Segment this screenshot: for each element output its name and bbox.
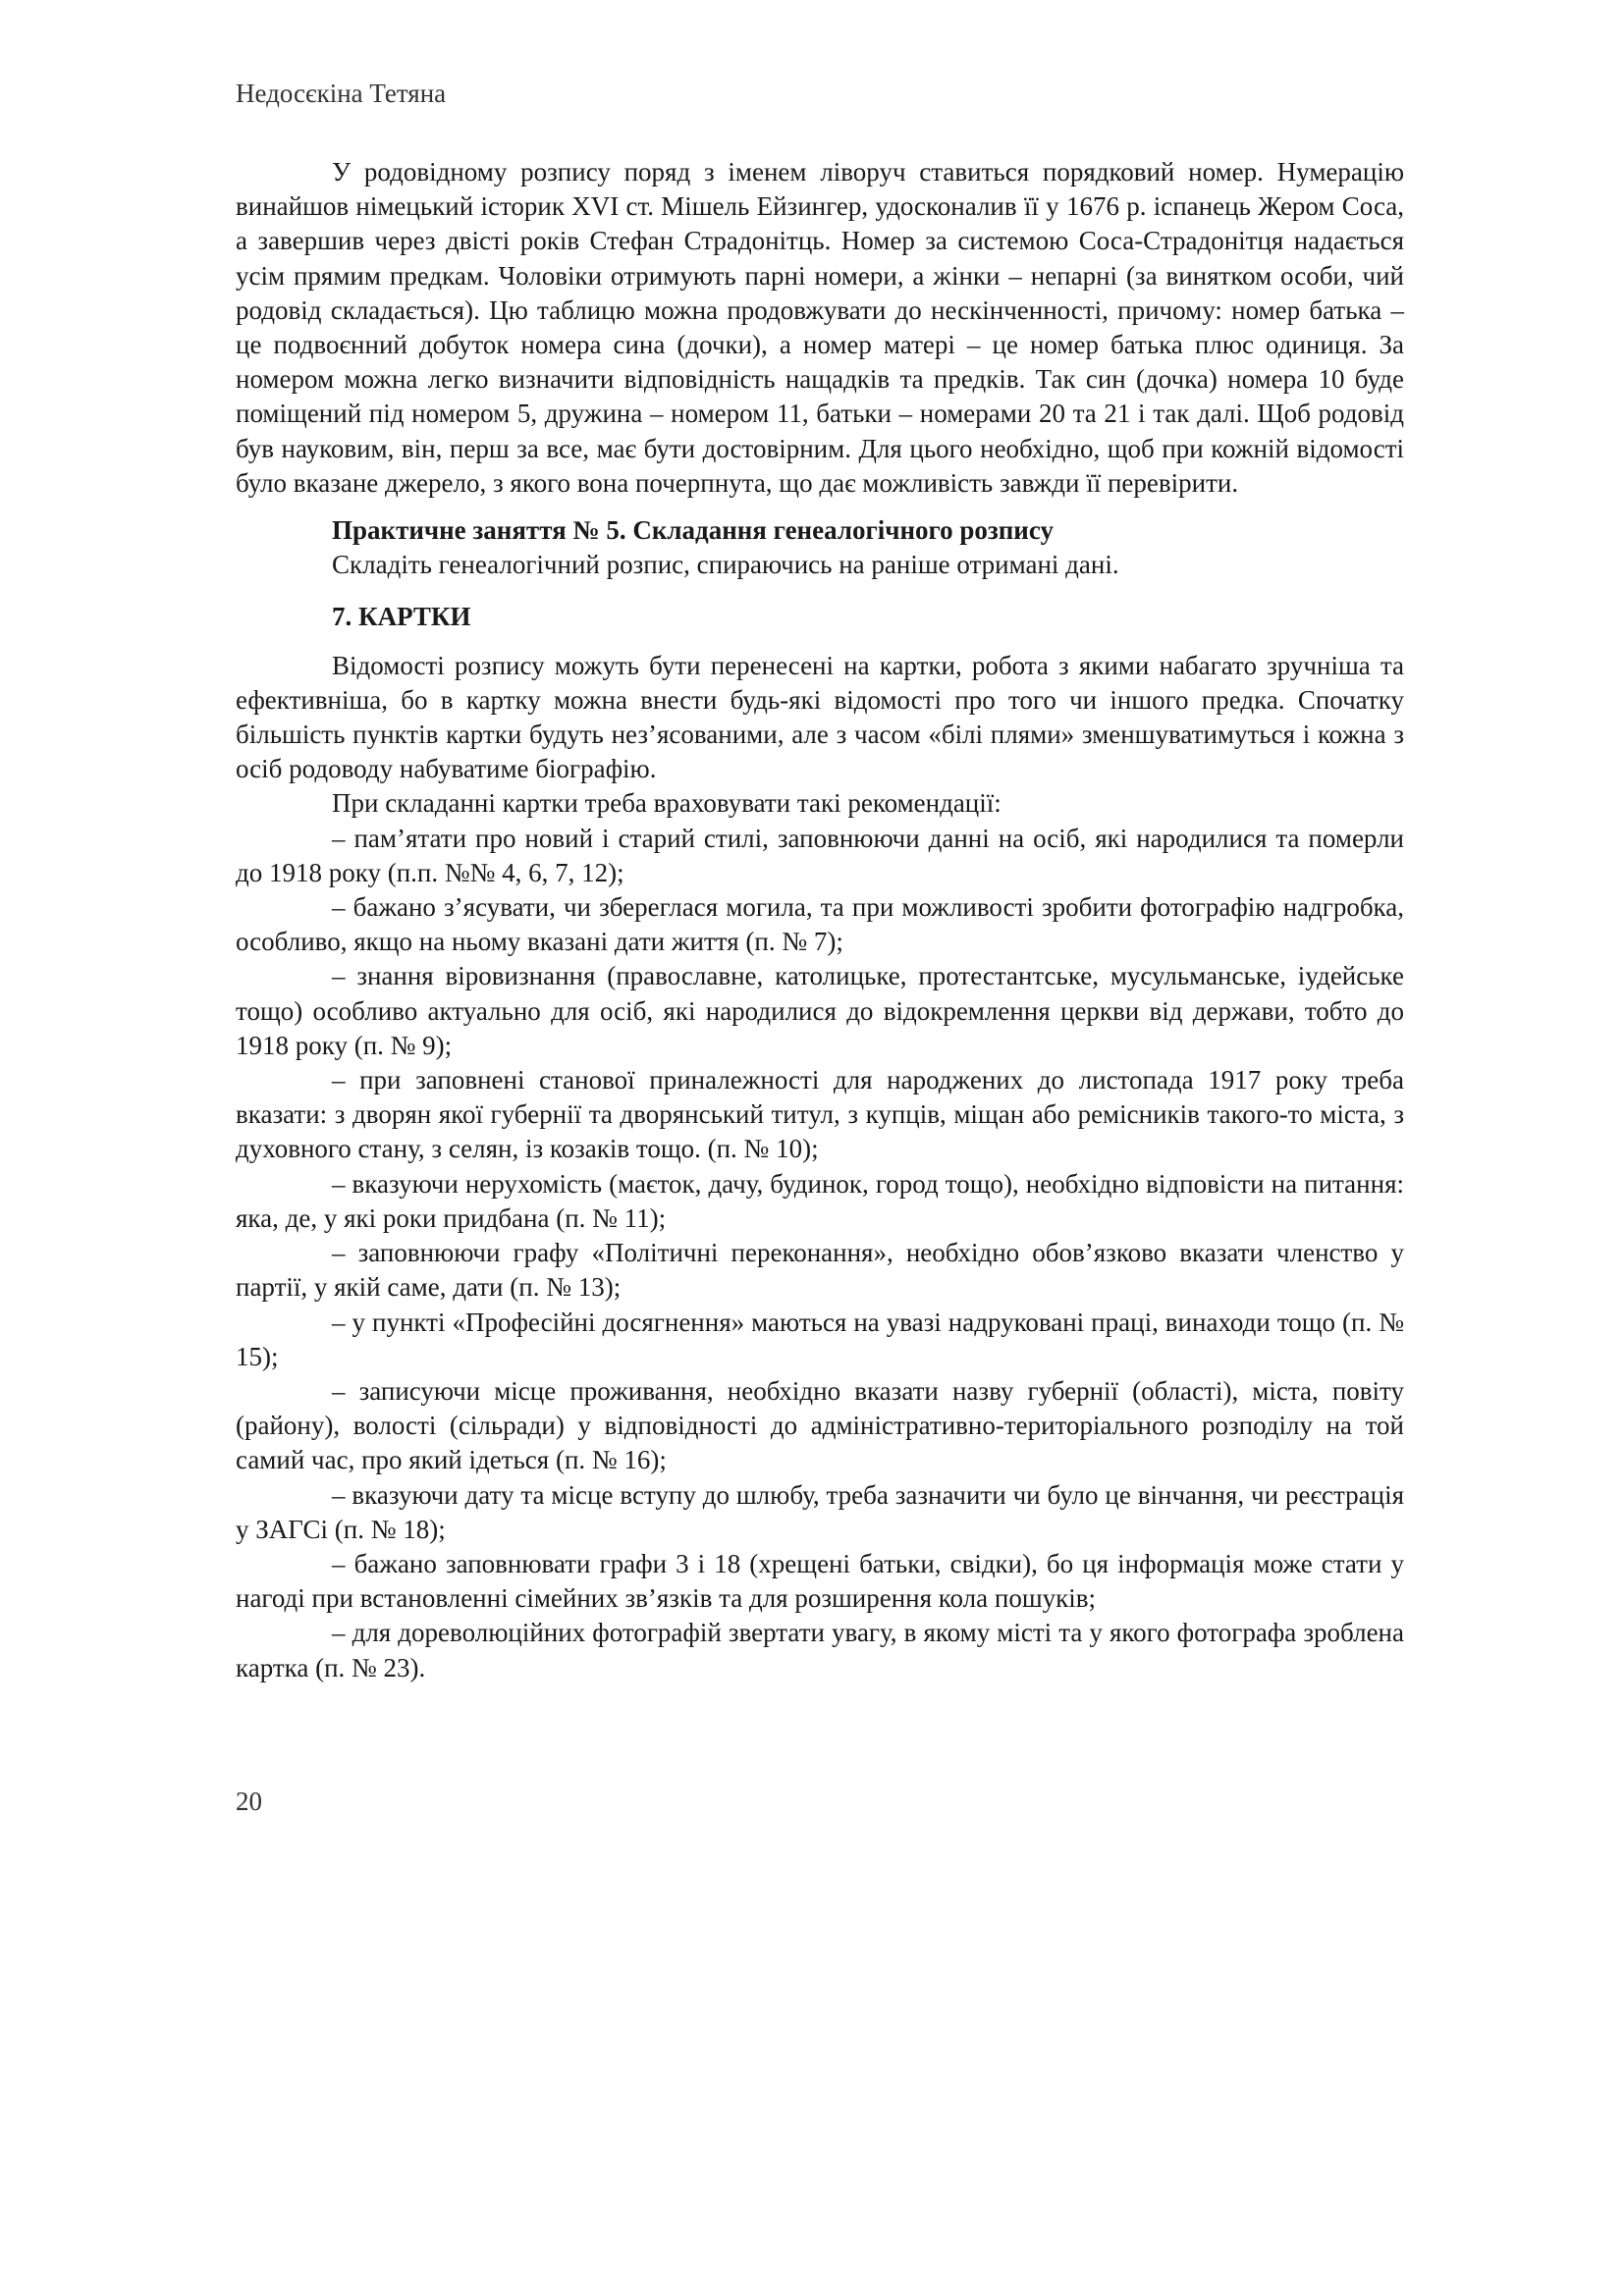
recommendation-item: – вказуючи нерухомість (маєток, дачу, будинок, город тощо), необхідно відповісти на питання: яка, де, у які роки придбана (п. № 11); bbox=[236, 1168, 1404, 1233]
practice-task: Складіть генеалогічний розпис, спираючись на раніше отримані дані. bbox=[332, 550, 1119, 580]
recommendation-item: – у пункті «Професійні досягнення» маються на увазі надруковані праці, винаходи тощо (п. № 15); bbox=[236, 1307, 1404, 1371]
intro-paragraph: У родовідному розпису поряд з іменем ліворуч ставиться порядковий номер. Нумерацію винайшов німецький історик XVI ст. Мішель Ейзингер, удосконалив її у 1676 р. іспанець Жером Соса, а завершив через двісті років Стефан Страдонітць. Номер за системою Соса-Страдонітця надається усім прямим предкам. Чоловіки отримують парні номери, а жінки – непарні (за винятком особи, чий родовід складається). Цю таблицю можна продовжувати до нескінченності, причому: номер батька – це подвоєнний добуток номера сина (дочки), а номер матері – це номер батька плюс одиниця. За номером можна легко визначити відповідність нащадків та предків. Так син (дочка) номера 10 буде поміщений під номером 5, дружина – номером 11, батьки – номерами 20 та 21 і так далі. Щоб родовід був науковим, він, перш за все, має бути достовірним. Для цього необхідно, щоб при кожній відомості було вказане джерело, з якого вона почерпнута, що дає можливість завжди її перевірити. bbox=[236, 157, 1404, 498]
page-content bbox=[236, 155, 1404, 1685]
recommendation-item: – бажано з’ясувати, чи збереглася могила, та при можливості зробити фотографію надгробка, особливо, якщо на ньому вказані дати життя (п. № 7); bbox=[236, 892, 1404, 957]
recommendation-item: – заповнюючи графу «Політичні переконання», необхідно обов’язково вказати членство у партії, у якій саме, дати (п. № 13); bbox=[236, 1238, 1404, 1303]
practice-title: Практичне заняття № 5. Складання генеалогічного розпису bbox=[332, 515, 1054, 546]
section-paragraph-2: При складанні картки треба враховувати такі рекомендації: bbox=[332, 788, 1001, 819]
recommendation-item: – пам’ятати про новий і старий стилі, заповнюючи данні на осіб, які народилися та померли до 1918 року (п.п. №№ 4, 6, 7, 12); bbox=[236, 823, 1404, 887]
recommendation-item: – для дореволюційних фотографій звертати увагу, в якому місті та у якого фотографа зроблена картка (п. № 23). bbox=[236, 1618, 1404, 1682]
recommendation-item: – знання віровизнання (православне, католицьке, протестантське, мусульманське, іудейське тощо) особливо актуально для осіб, які народилися до відокремлення церкви від держави, тобто до 1918 року (п. № 9); bbox=[236, 961, 1404, 1060]
page-number: 20 bbox=[236, 1787, 262, 1816]
recommendation-item: – бажано заповнювати графи 3 і 18 (хрещені батьки, свідки), бо ця інформація може стати у нагоді при встановленні сімейних зв’язків та для розширення кола пошуків; bbox=[236, 1548, 1404, 1614]
section-paragraph-1: Відомості розпису можуть бути перенесені на картки, робота з якими набагато зручніша та ефективніша, бо в картку можна внести будь-які відомості про того чи іншого предка. Спочатку більшість пунктів картки будуть нез’ясованими, але з часом «білі плями» зменшуватимуться і кожна з осіб родоводу набуватиме біографію. bbox=[236, 650, 1404, 784]
running-head-author: Недосєкіна Тетяна bbox=[236, 79, 447, 108]
recommendation-item: – при заповнені станової приналежності для народжених до листопада 1917 року треба вказати: з дворян якої губернії та дворянський титул, з купців, міщан або ремісників такого-то міста, з духовного стану, з селян, із козаків тощо. (п. № 10); bbox=[236, 1065, 1404, 1164]
recommendation-item: – записуючи місце проживання, необхідно вказати назву губернії (області), міста, повіту (району), волості (сільради) у відповідності до адміністративно-територіального розподілу на той самий час, про який ідеться (п. № 16); bbox=[236, 1375, 1404, 1475]
practice-block bbox=[236, 513, 1404, 582]
recommendation-item: – вказуючи дату та місце вступу до шлюбу, треба зазначити чи було це вінчання, чи реєстрація у ЗАГСі (п. № 18); bbox=[236, 1479, 1404, 1544]
section-heading: 7. КАРТКИ bbox=[332, 602, 471, 632]
